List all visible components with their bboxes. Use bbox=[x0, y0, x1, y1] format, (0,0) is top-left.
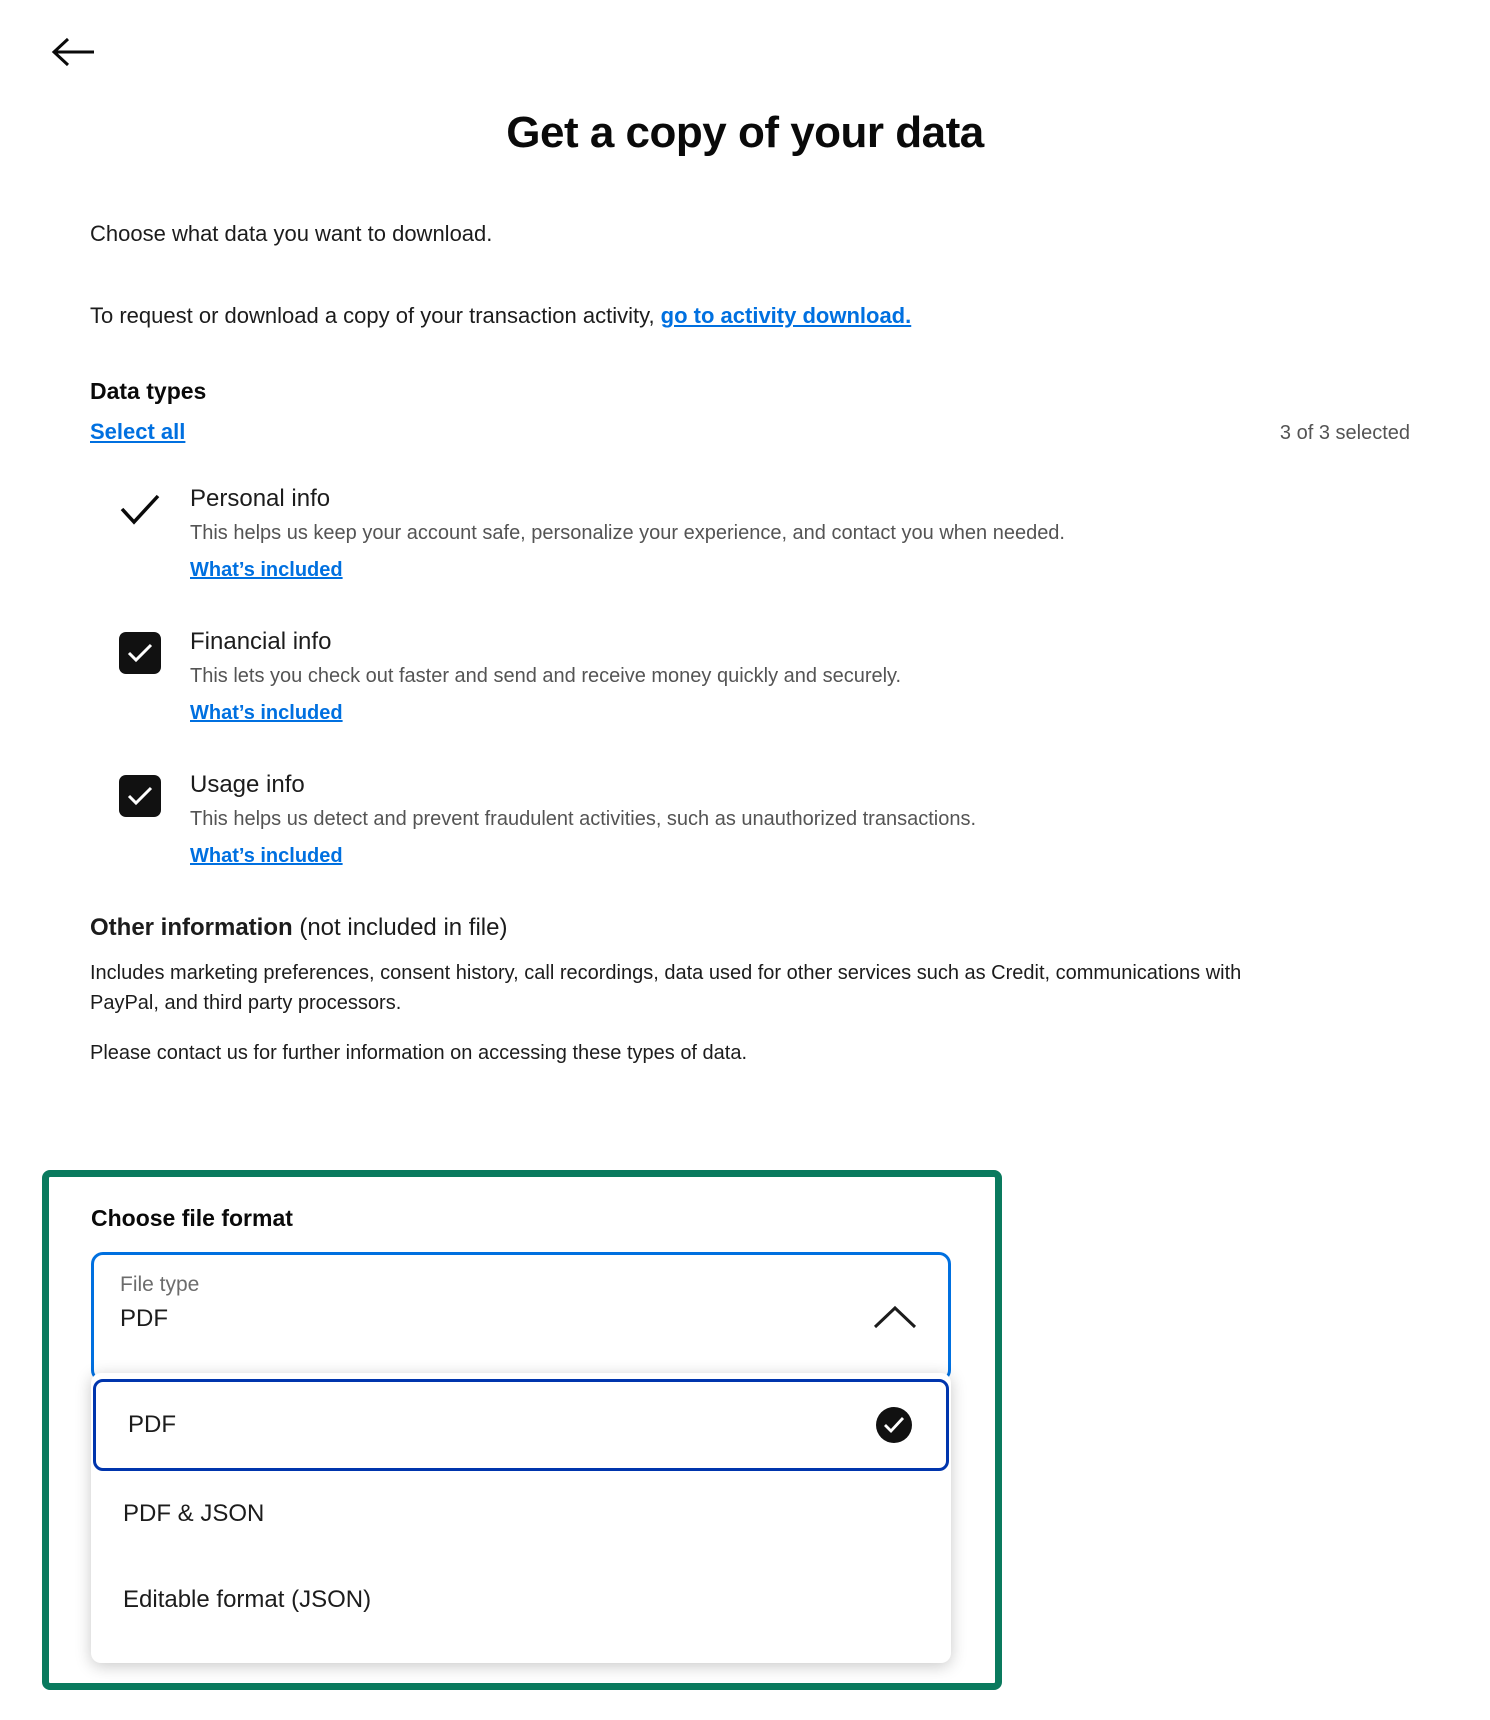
other-information-body: Includes marketing preferences, consent history, call recordings, data used for other services such as Credit, communications with PayPal, and third party processors. bbox=[90, 961, 1242, 1014]
other-information-contact: Please contact us for further information on accessing these types of data. bbox=[90, 1041, 748, 1064]
data-types-heading: Data types bbox=[90, 377, 207, 404]
chevron-up-icon[interactable] bbox=[872, 1303, 918, 1336]
file-type-dropdown[interactable] bbox=[91, 1373, 951, 1663]
data-type-title: Personal info bbox=[190, 484, 331, 512]
dropdown-option-label: PDF & JSON bbox=[123, 1500, 265, 1527]
data-type-title: Financial info bbox=[190, 627, 332, 655]
main-content bbox=[90, 218, 1410, 1075]
select-all-link[interactable]: Select all bbox=[90, 418, 186, 444]
data-type-body bbox=[190, 771, 1410, 868]
data-type-description: This helps us detect and prevent fraudulent activities, such as unauthorized transactions. bbox=[190, 807, 977, 830]
dropdown-option-pdf-json[interactable] bbox=[91, 1471, 951, 1557]
whats-included-link-usage-info[interactable]: What’s included bbox=[190, 844, 343, 867]
selected-count-label: 3 of 3 selected bbox=[1279, 421, 1410, 444]
select-all-row bbox=[90, 419, 1410, 445]
intro-line-2-text: To request or download a copy of your transaction activity, bbox=[90, 302, 661, 328]
other-information-title: Other information bbox=[90, 913, 293, 941]
page-title: Get a copy of your data bbox=[506, 108, 984, 157]
checkbox-personal-info[interactable] bbox=[119, 489, 161, 531]
file-type-label: File type bbox=[120, 1273, 200, 1296]
other-information-heading bbox=[90, 914, 1410, 942]
data-type-row-usage-info[interactable] bbox=[90, 771, 1410, 868]
file-type-select[interactable] bbox=[91, 1252, 951, 1382]
data-type-title: Usage info bbox=[190, 770, 305, 798]
checkbox-cell bbox=[90, 485, 190, 531]
intro-line-1: Choose what data you want to download. bbox=[90, 221, 493, 246]
whats-included-link-financial-info[interactable]: What’s included bbox=[190, 701, 343, 724]
choose-file-format-panel bbox=[42, 1170, 1002, 1690]
selected-check-icon bbox=[876, 1407, 912, 1443]
data-type-body bbox=[190, 628, 1410, 725]
dropdown-option-editable-json[interactable] bbox=[91, 1557, 951, 1643]
whats-included-link-personal-info[interactable]: What’s included bbox=[190, 558, 343, 581]
checkbox-usage-info[interactable] bbox=[119, 775, 161, 817]
file-type-value: PDF bbox=[120, 1305, 168, 1332]
choose-file-format-title: Choose file format bbox=[91, 1205, 293, 1231]
dropdown-option-pdf[interactable] bbox=[93, 1379, 949, 1471]
dropdown-option-label: PDF bbox=[128, 1411, 176, 1438]
data-type-description: This lets you check out faster and send and receive money quickly and securely. bbox=[190, 664, 902, 687]
activity-download-link[interactable]: go to activity download. bbox=[660, 302, 912, 328]
data-type-description: This helps us keep your account safe, personalize your experience, and contact you when needed. bbox=[190, 521, 1065, 544]
data-type-row-personal-info[interactable] bbox=[90, 485, 1410, 582]
intro-line-2 bbox=[90, 300, 1410, 332]
checkbox-cell bbox=[90, 771, 190, 817]
data-type-row-financial-info[interactable] bbox=[90, 628, 1410, 725]
other-information-note: (not included in file) bbox=[299, 913, 508, 941]
checkbox-financial-info[interactable] bbox=[119, 632, 161, 674]
checkbox-cell bbox=[90, 628, 190, 674]
data-type-body bbox=[190, 485, 1410, 582]
back-arrow-icon[interactable] bbox=[48, 26, 100, 78]
dropdown-option-label: Editable format (JSON) bbox=[123, 1586, 372, 1613]
